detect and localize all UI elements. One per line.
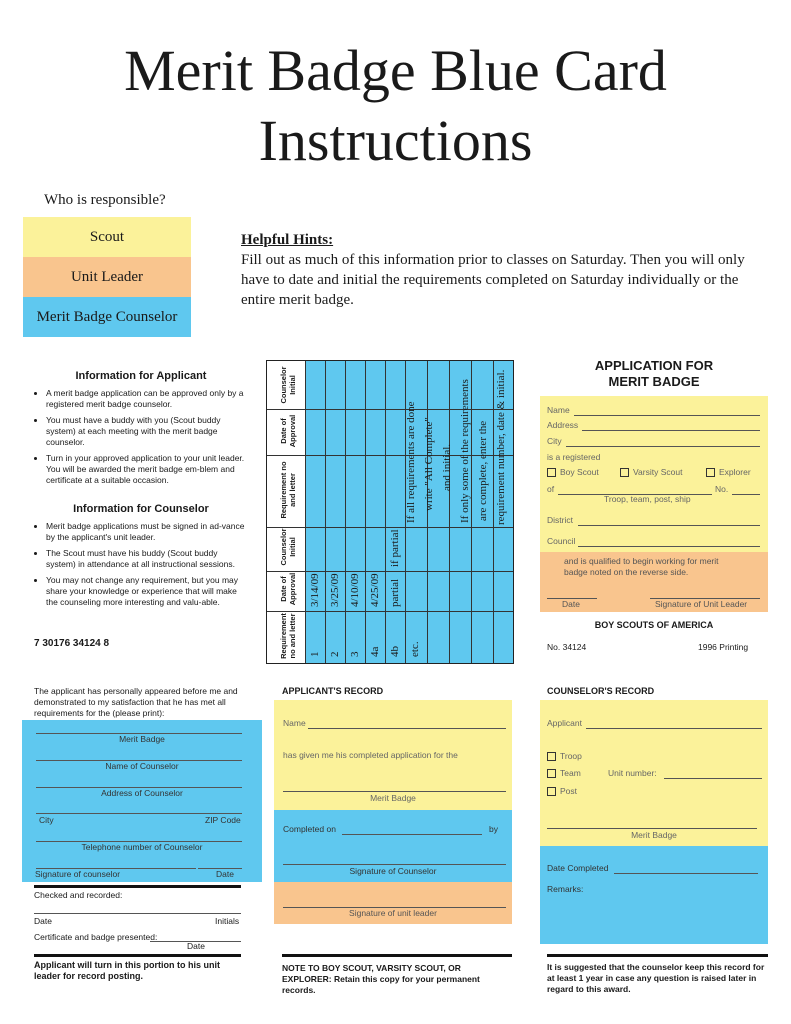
ar-merit-badge-caption: Merit Badge bbox=[370, 793, 416, 803]
applicant-record-heading: APPLICANT'S RECORD bbox=[282, 686, 384, 696]
counselor-info-item: • You may not change any requirement, but you may share your knowledge or experience that will make the counseling more interesting and valu-able. bbox=[46, 575, 248, 608]
note-line: are complete, enter the bbox=[477, 420, 489, 521]
merit-badge-caption: Merit Badge bbox=[119, 734, 165, 744]
note-line: If all requirements are done bbox=[405, 401, 417, 523]
req-number: 2 bbox=[329, 651, 341, 657]
org-name: BOY SCOUTS OF AMERICA bbox=[594, 620, 714, 630]
form-number: No. 34124 bbox=[547, 642, 587, 652]
initials-label: Initials bbox=[215, 916, 240, 926]
checkbox-icon[interactable] bbox=[547, 769, 556, 778]
helpful-hints bbox=[241, 230, 766, 310]
ar-counselor-signature: Signature of Counselor bbox=[349, 866, 437, 876]
checkbox-icon[interactable] bbox=[547, 468, 556, 477]
date-caption: Date bbox=[216, 869, 234, 879]
req-number: etc. bbox=[409, 641, 421, 657]
checkbox-icon[interactable] bbox=[620, 468, 629, 477]
req-date: partial bbox=[389, 578, 401, 607]
legend-scout: Scout bbox=[23, 217, 191, 257]
application-heading-1: APPLICATION FOR bbox=[594, 358, 714, 373]
barcode-number: 7 30176 34124 8 bbox=[34, 638, 110, 649]
cr-date-completed-label: Date Completed bbox=[547, 863, 609, 873]
of-label: of bbox=[547, 484, 555, 494]
cr-unit-number-label: Unit number: bbox=[608, 768, 657, 778]
title-line-1: Merit Badge Blue Card bbox=[124, 38, 667, 103]
cr-remarks-label: Remarks: bbox=[547, 884, 584, 894]
req-date: 4/25/09 bbox=[369, 573, 381, 607]
date-label-3: Date bbox=[187, 941, 205, 951]
applicant-info bbox=[34, 370, 248, 491]
applicant-record-footer: NOTE TO BOY SCOUT, VARSITY SCOUT, OR EXPLORER: Retain this copy for your permanent records. bbox=[282, 963, 480, 995]
council-label: Council bbox=[547, 536, 576, 546]
counselor-address-caption: Address of Counselor bbox=[101, 788, 183, 798]
header-requirement-2: Requirement no and letter bbox=[279, 613, 297, 659]
checkbox-icon[interactable] bbox=[547, 787, 556, 796]
req-number: 3 bbox=[349, 651, 361, 657]
req-date: 4/10/09 bbox=[349, 573, 361, 607]
counselor-record-heading: COUNSELOR'S RECORD bbox=[547, 686, 655, 696]
date-label: Date bbox=[562, 599, 580, 609]
counselor-record-counselor bbox=[540, 846, 768, 944]
applicant-info-item: • A merit badge application can be approved only by a registered merit badge counselor. bbox=[46, 388, 248, 410]
checked-recorded-label: Checked and recorded: bbox=[34, 890, 123, 900]
applicant-info-item: • You must have a buddy with you (Scout buddy system) at each meeting with the merit badge counselor. bbox=[46, 415, 248, 448]
option-label: Troop bbox=[560, 751, 582, 761]
req-number: 4b bbox=[389, 646, 401, 657]
hints-heading: Helpful Hints: bbox=[241, 232, 334, 248]
option-label: Varsity Scout bbox=[633, 467, 683, 477]
qualified-text: and is qualified to begin working for merit badge noted on the reverse side. bbox=[564, 556, 719, 577]
checkbox-icon[interactable] bbox=[547, 752, 556, 761]
ar-given-text: has given me his completed application for the bbox=[283, 750, 458, 760]
req-initial: if partial bbox=[389, 529, 401, 567]
note-line: and initial. bbox=[441, 443, 453, 491]
header-date-approval: Date of Approval bbox=[279, 414, 297, 448]
counselor-record-scout bbox=[540, 700, 768, 846]
header-date-approval-2: Date of Approval bbox=[279, 572, 297, 606]
ar-unit-leader-signature: Signature of unit leader bbox=[349, 908, 437, 918]
district-label: District bbox=[547, 515, 573, 525]
counselor-info bbox=[34, 503, 248, 613]
requirements-table bbox=[266, 360, 514, 664]
application-form bbox=[540, 396, 768, 552]
note-line: If only some of the requirements bbox=[459, 379, 471, 523]
counselor-record-footer: It is suggested that the counselor keep this record for at least 1 year in case any question is raised later in regard to this award. bbox=[547, 962, 765, 994]
certification-intro: The applicant has personally appeared before me and demonstrated to my satisfaction that he has met all requirements for the (please print): bbox=[34, 686, 238, 718]
note-line: write "All Complete" bbox=[423, 417, 435, 511]
req-date: 3/25/09 bbox=[329, 573, 341, 607]
applicant-record-unit-leader bbox=[274, 882, 512, 924]
cr-applicant-label: Applicant bbox=[547, 718, 582, 728]
cr-troop-option[interactable] bbox=[547, 751, 582, 762]
phone-caption: Telephone number of Counselor bbox=[81, 842, 203, 852]
counselor-info-heading: Information for Counselor bbox=[73, 503, 209, 515]
responsibility-legend bbox=[23, 217, 191, 337]
counselor-info-item: • Merit badge applications must be signed in ad-vance by the applicant's unit leader. bbox=[46, 521, 248, 543]
req-number: 1 bbox=[309, 651, 321, 657]
applicant-record-counselor bbox=[274, 810, 512, 882]
ar-by-label: by bbox=[489, 824, 498, 834]
counselor-certification bbox=[22, 720, 262, 882]
applicant-info-heading: Information for Applicant bbox=[75, 370, 207, 382]
counselor-name-caption: Name of Counselor bbox=[105, 761, 179, 771]
cr-post-option[interactable] bbox=[547, 786, 577, 797]
no-label: No. bbox=[715, 484, 729, 494]
legend-question: Who is responsible? bbox=[44, 192, 166, 208]
req-number: 4a bbox=[369, 646, 381, 657]
application-heading-2: MERIT BADGE bbox=[608, 374, 700, 389]
name-label: Name bbox=[547, 405, 570, 415]
applicant-record-scout bbox=[274, 700, 512, 810]
certificate-label: Certificate and badge presented: bbox=[34, 932, 158, 942]
troop-caption: Troop, team, post, ship bbox=[604, 494, 691, 504]
legend-counselor: Merit Badge Counselor bbox=[23, 297, 191, 337]
registered-label: is a registered bbox=[547, 452, 601, 462]
unit-leader-approval bbox=[540, 552, 768, 612]
date-label-2: Date bbox=[34, 916, 52, 926]
option-label: Team bbox=[560, 768, 581, 778]
counselor-info-item: • The Scout must have his buddy (Scout buddy system) in attendance at all instructional sessions. bbox=[46, 548, 248, 570]
option-label: Explorer bbox=[719, 467, 751, 477]
hints-body: Fill out as much of this information prior to classes on Saturday. Then you will only have to date and initial the requirements completed on Saturday individually or the entire merit badge. bbox=[241, 252, 745, 308]
note-line: requirement number, date & initial. bbox=[495, 369, 507, 525]
option-varsity-scout[interactable] bbox=[620, 467, 682, 478]
zip-caption: ZIP Code bbox=[205, 815, 241, 825]
page-title bbox=[0, 36, 791, 176]
req-date: 3/14/09 bbox=[309, 573, 321, 607]
header-counselor-initial-2: Counselor Initial bbox=[279, 528, 297, 566]
city-label: City bbox=[547, 436, 562, 446]
option-label: Post bbox=[560, 786, 578, 796]
city-caption: City bbox=[39, 815, 54, 825]
header-counselor-initial: Counselor Initial bbox=[279, 366, 297, 404]
printing-year: 1996 Printing bbox=[698, 642, 749, 652]
cr-merit-badge-caption: Merit Badge bbox=[631, 830, 677, 840]
applicant-footer: Applicant will turn in this portion to his unit leader for record posting. bbox=[34, 960, 220, 981]
ar-name-label: Name bbox=[283, 718, 306, 728]
address-label: Address bbox=[547, 420, 579, 430]
option-explorer[interactable] bbox=[706, 467, 751, 478]
header-requirement: Requirement no and letter bbox=[279, 461, 297, 519]
option-boy-scout[interactable] bbox=[547, 467, 599, 478]
ar-completed-label: Completed on bbox=[283, 824, 336, 834]
application-heading bbox=[540, 358, 768, 390]
checkbox-icon[interactable] bbox=[706, 468, 715, 477]
counselor-signature-caption: Signature of counselor bbox=[35, 869, 121, 879]
legend-unit-leader: Unit Leader bbox=[23, 257, 191, 297]
option-label: Boy Scout bbox=[560, 467, 599, 477]
applicant-info-item: • Turn in your approved application to your unit leader. You will be awarded the merit badge em-blem and certificate at a suitable occasion. bbox=[46, 453, 248, 486]
title-line-2: Instructions bbox=[258, 108, 533, 173]
unit-leader-signature-label: Signature of Unit Leader bbox=[655, 599, 748, 609]
cr-team-option[interactable] bbox=[547, 768, 581, 779]
